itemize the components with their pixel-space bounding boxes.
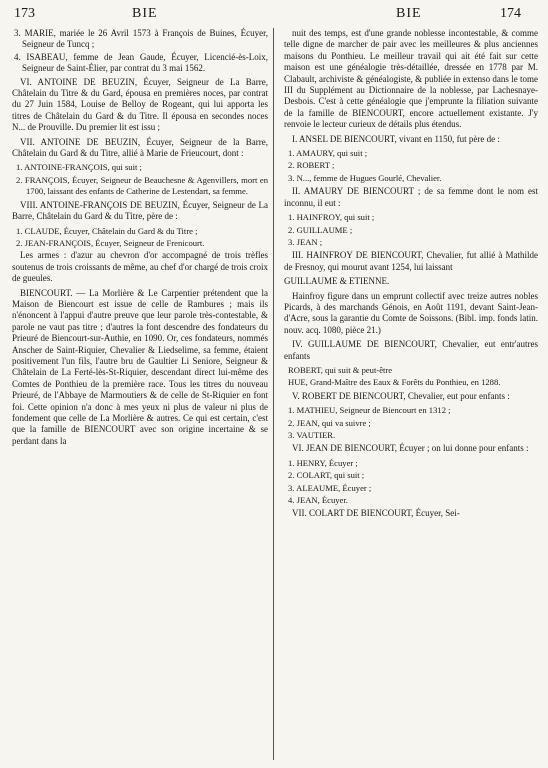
paragraph: nuit des temps, est d'une grande noblesse incontestable, & comme telle digne de marcher de pair avec les meilleures & plus anciennes maisons du Ponthieu. Le meilleur travail qui ait été fait sur cette maison est une généalogie très-détaillée, dressée en 1778 par M. Clabault, archiviste & généalogiste, & publiée in extenso dans le tome III du Supplément au Dictionnaire de la noblesse, par Lachesnaye-Desbois. C'est à cette généalogie que j'emprunte la filiation suivante de la famille de BIENCOURT, encore actuellement existante. J'y renvoie le lecteur curieux de détails plus étendus. [284, 28, 538, 130]
list-item: 1. CLAUDE, Écuyer, Châtelain du Gard & du Titre ; [16, 225, 198, 236]
genealogy-entry: IV. GUILLAUME DE BIENCOURT, Chevalier, eut entr'autres enfants [284, 339, 538, 361]
list-item: HUE, Grand-Maître des Eaux & Forêts du Ponthieu, en 1288. [288, 377, 501, 388]
genealogy-entry: II. AMAURY DE BIENCOURT ; de sa femme dont le nom est inconnu, il eut : [284, 186, 538, 208]
list-item: 2. JEAN-FRANÇOIS, Écuyer, Seigneur de Frenicourt. [16, 237, 205, 248]
list-item: ROBERT, qui suit & peut-être [288, 364, 393, 375]
genealogy-entry: VIII. ANTOINE-FRANÇOIS DE BEUZIN, Écuyer, Seigneur de La Barre, Châtelain du Gard & du Titre, père de : [12, 199, 268, 222]
genealogy-entry: VI. ANTOINE DE BEUZIN, Écuyer, Seigneur de La Barre, Châtelain du Titre & du Gard, épousa en premières noces, par contrat du 27 Juin 1584, Louise de Belloy de Rogeant, qui lui apporta les titres de Châtelain du Gard & du Titre. Il épousa en secondes noces N... de Prouville. Du premier lit est issu ; [12, 76, 268, 133]
list-item: 2. COLART, qui suit ; [288, 470, 365, 481]
list-item: 3. ALEAUME, Écuyer ; [288, 482, 372, 493]
paragraph: GUILLAUME & ETIENNE. [284, 276, 390, 287]
paragraph: Les armes : d'azur au chevron d'or accompagné de trois trèfles soutenus de trois croissants de même, au chef d'or chargé de trois croix de gueules. [12, 250, 268, 284]
list-item: 3. JEAN ; [288, 236, 323, 247]
genealogy-entry: VII. COLART DE BIENCOURT, Écuyer, Sei- [292, 508, 460, 519]
genealogy-entry: BIENCOURT. — La Morlière & Le Carpentier prétendent que la Maison de Biencourt est issue de celle de Rambures ; mais ils n'énoncent à l'appui d'autre preuve que leur parole très-contestable, & parole ne vaut pas titre ; d'autres la font descendre des fondateurs du Prieuré de Biencourt-sur-Authie, en 1090. Or, ces fondateurs, nommés Anscher de Saint-Riquier, Chevalier & Liedselime, sa femme, étaient positivement l'un fils, l'autre bru de Gaultier Li Seniore, Seigneur & Châtelain de La Ferté-lès-St-Riquier, descendant direct lui-même des Comtes de Ponthieu de la première race. Tous les titres du nouveau Prieuré, de l'Abbaye de Marmoutiers & de celle de St-Riquier en font foi. Cette opinion n'a donc à mes yeux ni plus de valeur ni plus de fondement que celle de La Morlière & autres. Ce qui est certain, c'est que la famille de BIENCOURT avec son origine incertaine & se perdant dans la [12, 287, 268, 446]
list-item: 4. JEAN, Écuyer. [288, 495, 348, 506]
paragraph: Hainfroy figure dans un emprunt collectif avec treize autres nobles Picards, à des marchands Génois, en Août 1191, devant Saint-Jean-d'Acre, sous la garantie du Comte de Soissons. (Bibl. imp. fonds latin. nouv. acq. 1080, pièce 21.) [284, 290, 538, 335]
genealogy-entry: VII. ANTOINE DE BEUZIN, Écuyer, Seigneur de la Barre, Châtelain du Gard & du Titre, allié à Marie de Frieucourt, dont : [12, 136, 268, 159]
list-item: 2. GUILLAUME ; [288, 224, 353, 235]
list-item: 3. VAUTIER. [288, 430, 336, 440]
genealogy-entry: I. ANSEL DE BIENCOURT, vivant en 1150, fut père de : [292, 133, 500, 144]
list-item: 2. FRANÇOIS, Écuyer, Seigneur de Beauchesne & Agenvillers, mort en 1700, laissant des enfants de Catherine de Lestendart, sa femme. [16, 174, 268, 197]
list-item: 1. ANTOINE-FRANÇOIS, qui suit ; [16, 162, 142, 173]
page-number-left: 173 [14, 6, 35, 21]
list-item: 1. AMAURY, qui suit ; [288, 148, 368, 159]
right-column [284, 28, 538, 523]
running-head-left: BIE [132, 6, 158, 21]
list-item: 3. N..., femme de Hugues Gourlé, Chevalier. [288, 172, 442, 183]
list-item: 1. MATHIEU, Seigneur de Biencourt en 1312 ; [288, 405, 451, 416]
list-item: 2. ROBERT ; [288, 160, 335, 171]
page-number-right: 174 [500, 6, 521, 21]
genealogy-entry: III. HAINFROY DE BIENCOURT, Chevalier, fut allié à Mathilde de Fresnoy, qui mourut avant 1254, lui laissant [284, 250, 538, 272]
genealogy-entry: V. ROBERT DE BIENCOURT, Chevalier, eut pour enfants : [292, 390, 510, 401]
list-item: 1. HAINFROY, qui suit ; [288, 212, 375, 223]
running-head-right: BIE [396, 6, 422, 21]
genealogy-entry: VI. JEAN DE BIENCOURT, Écuyer ; on lui donne pour enfants : [292, 443, 529, 454]
list-item: 2. JEAN, qui va suivre ; [288, 417, 371, 428]
column-divider [273, 28, 274, 760]
list-item: 3. MARIE, mariée le 26 Avril 1573 à François de Buines, Écuyer, Seigneur de Tuncq ; [14, 28, 268, 50]
list-item: 4. ISABEAU, femme de Jean Gaude, Écuyer, Licencié-ès-Loix, Seigneur de Saint-Élier, par contrat du 3 mai 1562. [14, 51, 268, 74]
list-item: 1. HENRY, Écuyer ; [288, 457, 358, 468]
left-column [12, 28, 268, 450]
